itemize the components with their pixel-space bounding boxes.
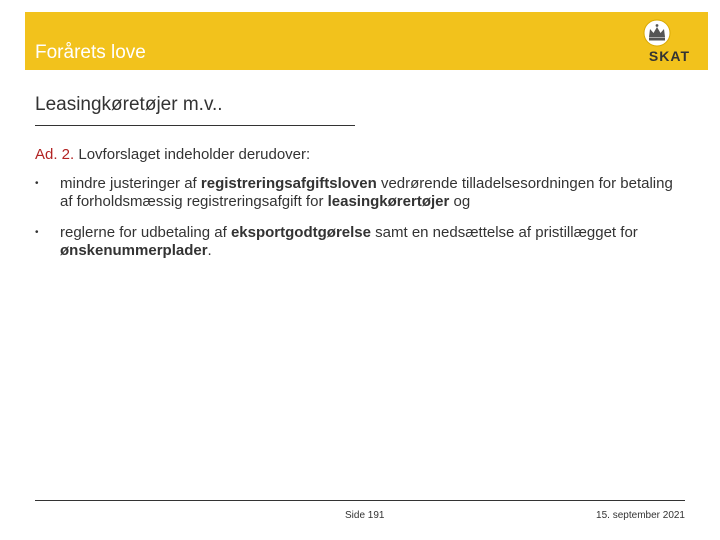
intro-text: Lovforslaget indeholder derudover:	[74, 146, 311, 163]
skat-logo	[620, 18, 690, 66]
crown-icon	[640, 18, 674, 48]
bullet-list	[35, 175, 675, 273]
bullet-emphasis: leasingkørertøjer	[327, 193, 450, 210]
footer-date: 15. september 2021	[596, 510, 685, 521]
footer-rule	[35, 500, 685, 501]
bullet-text: vedrørende tilladelsesordningen for betaling af forholdsmæssig registreringsafgift for	[60, 175, 673, 210]
bullet-emphasis: registreringsafgiftsloven	[200, 175, 377, 192]
bullet-emphasis: eksportgodtgørelse	[230, 224, 371, 241]
logo-text: SKAT	[648, 48, 690, 64]
title-underline	[35, 125, 355, 126]
bullet-item	[35, 175, 675, 211]
bullet-emphasis: ønskenummerplader	[60, 242, 208, 259]
bullet-text: .	[207, 242, 212, 259]
bullet-text: og	[449, 193, 471, 210]
bullet-marker: •	[35, 178, 39, 189]
bullet-item	[35, 224, 675, 260]
bullet-text: mindre justeringer af	[60, 175, 201, 192]
intro-lead: Ad. 2.	[35, 146, 75, 163]
bullet-text: reglerne for udbetaling af	[60, 224, 231, 241]
bullet-text: samt en nedsættelse af pristillægget for	[370, 224, 638, 241]
intro-line	[35, 146, 310, 163]
page-number: Side 191	[345, 510, 385, 521]
header-band	[25, 12, 708, 70]
bullet-marker: •	[35, 227, 39, 238]
slide-section-title: Forårets love	[35, 42, 146, 63]
slide-title: Leasingkøretøjer m.v..	[35, 94, 223, 115]
